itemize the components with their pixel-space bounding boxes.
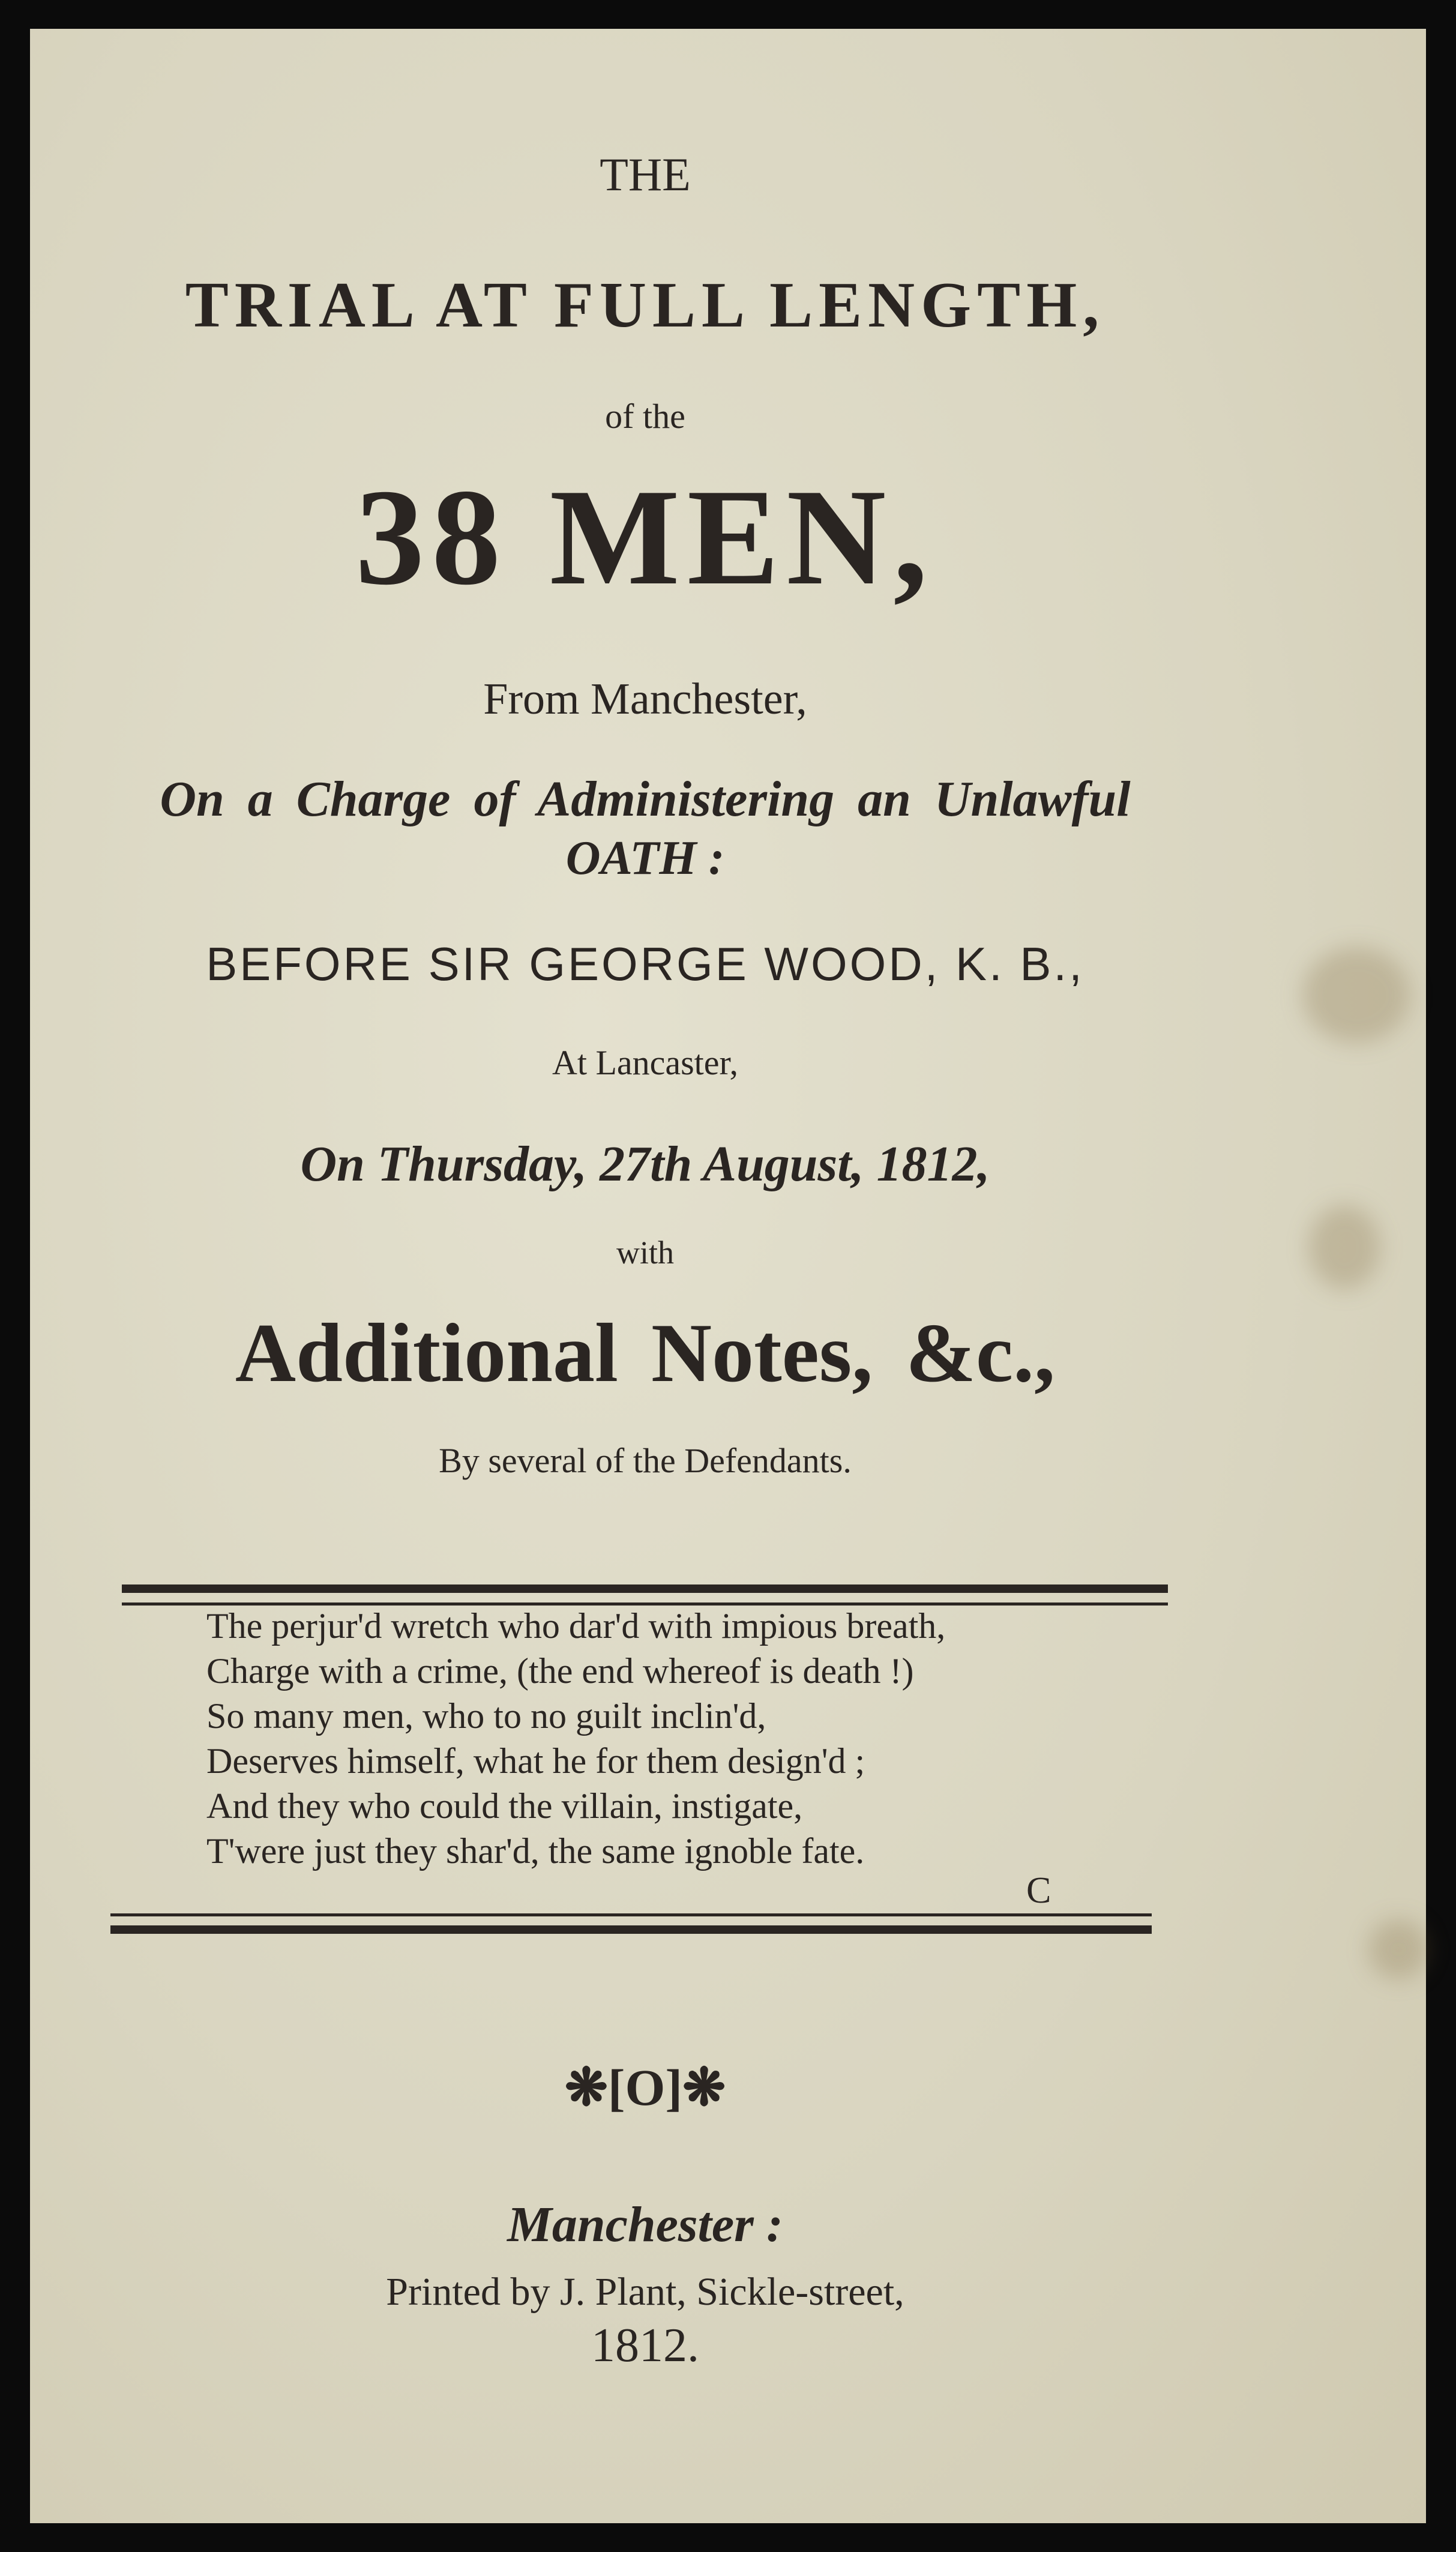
poem-signature: C xyxy=(1026,1870,1051,1911)
title-trial: TRIAL AT FULL LENGTH, xyxy=(185,269,1106,341)
title-the: THE xyxy=(600,148,691,200)
stain xyxy=(1308,1205,1380,1289)
poem-line: Charge with a crime, (the end whereof is death !) xyxy=(206,1651,914,1691)
title-38-men: 38 MEN, xyxy=(355,460,935,613)
title-date: On Thursday, 27th August, 1812, xyxy=(300,1136,990,1192)
double-rule-top-thick xyxy=(122,1584,1168,1593)
title-from: From Manchester, xyxy=(483,675,807,724)
imprint-place: Manchester : xyxy=(507,2197,783,2253)
title-before: BEFORE SIR GEORGE WOOD, K. B., xyxy=(206,937,1084,990)
poem-line: And they who could the villain, instigate, xyxy=(206,1786,803,1826)
title-charge: On a Charge of Administering an Unlawful xyxy=(160,771,1131,827)
poem-line: Deserves himself, what he for them design'd ; xyxy=(206,1741,865,1781)
stain xyxy=(1302,947,1410,1043)
title-at: At Lancaster, xyxy=(552,1043,739,1082)
title-by: By several of the Defendants. xyxy=(439,1441,852,1480)
poem-line: The perjur'd wretch who dar'd with impious breath, xyxy=(206,1606,946,1646)
double-rule-bottom-thick xyxy=(110,1925,1152,1934)
imprint-printer: Printed by J. Plant, Sickle-street, xyxy=(386,2270,904,2314)
poem-line: T'were just they shar'd, the same ignoble fate. xyxy=(206,1831,865,1871)
stain xyxy=(1368,1919,1428,1979)
title-with: with xyxy=(616,1235,674,1271)
title-notes: Additional Notes, &c., xyxy=(235,1307,1056,1400)
title-oath: OATH : xyxy=(565,832,725,885)
poem xyxy=(206,1604,945,1874)
poem-line: So many men, who to no guilt inclin'd, xyxy=(206,1696,766,1736)
title-of-the: of the xyxy=(605,397,685,436)
ornament-icon: ❋[O]❋ xyxy=(564,2059,726,2116)
double-rule-bottom-thin xyxy=(110,1913,1152,1916)
imprint-year: 1812. xyxy=(591,2319,699,2372)
